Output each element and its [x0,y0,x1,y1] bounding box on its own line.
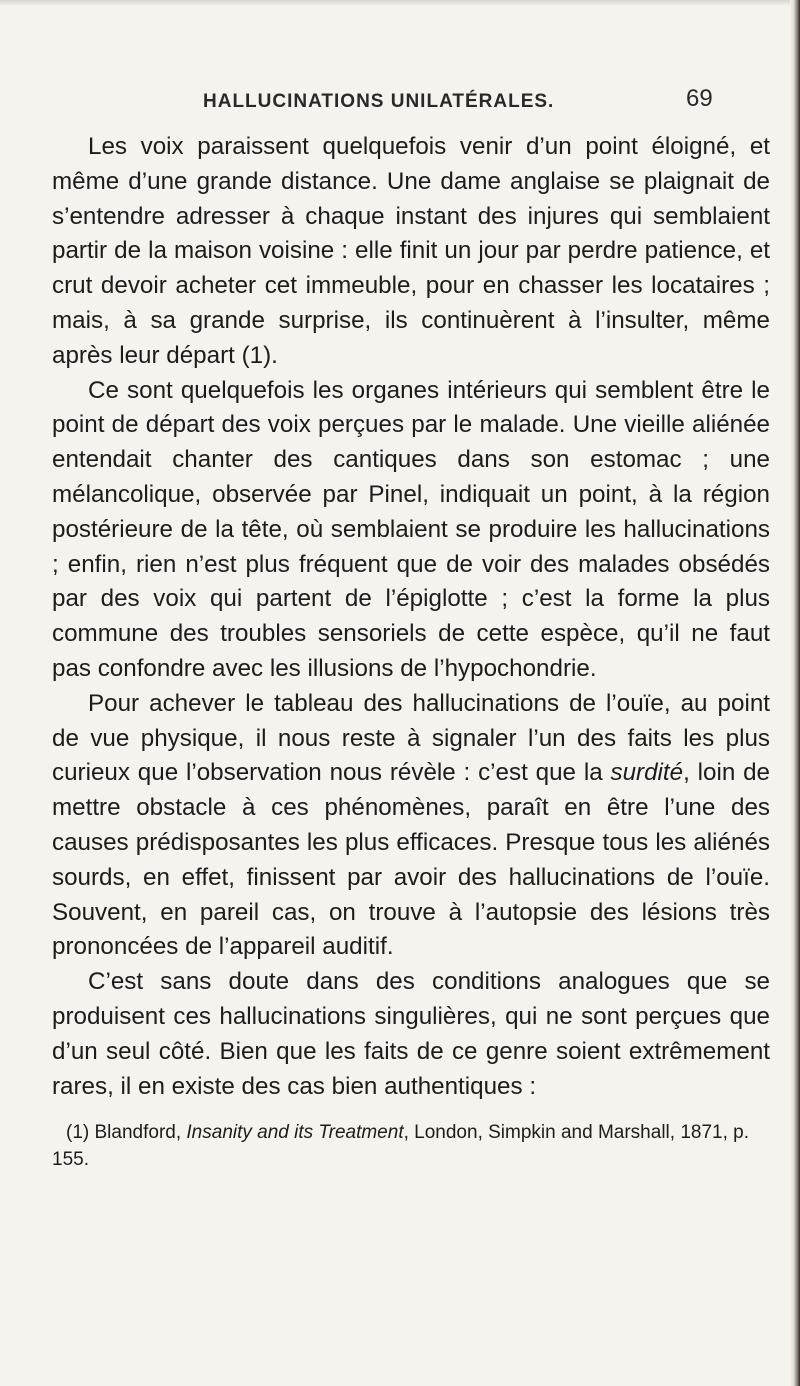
page-edge-shadow [790,0,800,1386]
footnote [52,1119,770,1173]
paragraph: Ce sont quelquefois les organes intérieurs qui semblent être le point de départ des voix perçues par le malade. Une vieille aliénée entendait chanter des cantiques dans son estomac ; une mélancolique, observée par Pinel, indiquait un point, à la région postérieure de la tête, où semblaient se produire les hallucinations ; enfin, rien n’est plus fréquent que de voir des malades obsédés par des voix qui partent de l’épiglotte ; c’est la forme la plus commune des troubles sensoriels de cette espèce, qu’il ne faut pas confondre avec les illusions de l’hypochondrie. [52,376,770,682]
footnote-text [52,1119,770,1173]
paragraph [52,687,770,965]
body-text [52,130,770,1104]
page-top-shadow [0,0,800,6]
running-head: HALLUCINATIONS UNILATÉRALES. [203,91,555,112]
footnote-author: (1) Blandford, [66,1122,187,1143]
paragraph-text: , loin de mettre obstacle à ces phénomènes, paraît en être l’une des causes prédisposantes les plus efficaces. Presque tous les aliénés sourds, en effet, finissent par avoir des hallucinations de l’ouïe. Souvent, en pareil cas, on trouve à l’autopsie des lésions très prononcées de l’appareil auditif. [52,759,770,961]
paragraph: C’est sans doute dans des conditions analogues que se produisent ces hallucinations singulières, qui ne sont perçues que d’un seul côté. Bien que les faits de ce genre soient extrêmement rares, il en existe des cas bien authentiques : [52,968,770,1100]
footnote-book-title: Insanity and its Treatment [186,1122,404,1143]
paragraph-text: Pour achever le tableau des hallucinations de l’ouïe, au point de vue physique, il nous reste à signaler l’un des faits les plus curieux que l’observation nous révèle : c’est que la [52,689,770,787]
footnote-publication: , London, Simpkin and Marshall, 1871, p. 155. [52,1122,749,1170]
paragraph: Les voix paraissent quelquefois venir d’un point éloigné, et même d’une grande distance. Une dame anglaise se plaignait de s’entendre adresser à chaque instant des injures qui semblaient partir de la maison voisine : elle finit un jour par perdre patience, et crut devoir acheter cet immeuble, pour en chasser les locataires ; mais, à sa grande surprise, ils continuèrent à l’insulter, même après leur départ (1). [52,133,770,369]
emphasized-term: surdité [610,759,684,787]
page-number: 69 [686,85,713,112]
